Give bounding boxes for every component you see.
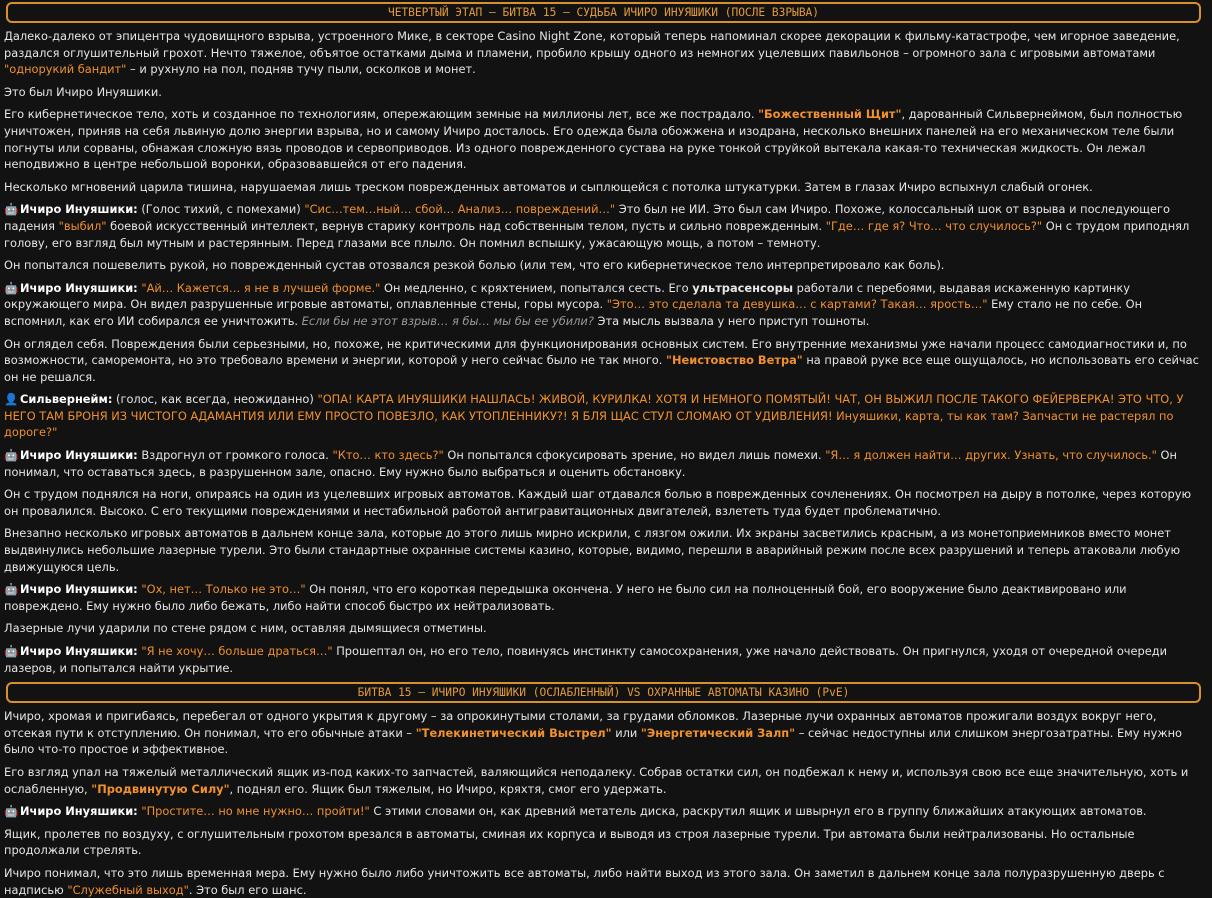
dialogue-paragraph <box>4 391 1207 441</box>
text-run: Ичиро понимал, что это лишь временная мера. Ему нужно было либо уничтожить все автоматы, либо найти выход из этого зала. Он заметил в дальнем конце зала полуразрушенную дверь с надписью <box>4 865 1165 897</box>
speaker-name: Ичиро Инуяшики: <box>16 202 138 217</box>
story-paragraph <box>4 620 1207 637</box>
robot-icon: 🤖 <box>4 804 19 819</box>
text-run: Он оглядел себя. Повреждения были серьезными, но, похоже, не критическими для функционирования основных систем. Его внутренние механизмы уже начали процесс самодиагностики и, по возможности, саморемонта, но это требовало времени и энергии, которой у него сейчас было не так много. <box>4 336 1187 368</box>
speaker-name: Ичиро Инуяшики: <box>16 804 138 819</box>
text-run: на правой руке все еще ощущалось, но использовать его сейчас он не решался. <box>4 353 1199 384</box>
highlighted-quote: "выбил" <box>58 218 107 233</box>
text-run: Далеко-далеко от эпицентра чудовищного взрыва, устроенного Мике, в секторе Casino Night Zone, который теперь напоминал скорее декорации к фильму-катастрофе, чем игорное заведение, раздался оглушительный грохот. Нечто тяжелое, объятое остатками дыма и пламени, пробило крышу одного из немногих уцелевших павильонов – огромного зала с игровыми автоматами <box>4 29 1180 60</box>
text-run: Ящик, пролетев по воздуху, с оглушительным грохотом врезался в автоматы, сминая их корпуса и выводя из строя лазерные турели. Три автомата были нейтрализованы. Но остальные продолжали стрелять. <box>4 826 1135 858</box>
story-paragraph <box>4 336 1207 386</box>
dialogue-paragraph <box>4 447 1207 480</box>
text-run: – и рухнуло на пол, подняв тучу пыли, осколков и монет. <box>126 62 476 77</box>
highlighted-quote: "Божественный Щит" <box>758 107 902 122</box>
text-run: Его кибернетическое тело, хоть и созданное по технологиям, опережающим земные на миллионы лет, все же пострадало. <box>4 107 759 122</box>
robot-icon: 🤖 <box>4 582 19 597</box>
robot-icon: 🤖 <box>4 644 19 658</box>
text-run: Вздрогнул от громкого голоса. <box>137 448 333 463</box>
dialogue-paragraph <box>4 201 1207 251</box>
dialogue-paragraph <box>4 581 1207 614</box>
highlighted-quote: "Неистовство Ветра" <box>666 353 803 368</box>
highlighted-quote: "Служебный выход" <box>67 882 189 897</box>
stage-banner: ЧЕТВЕРТЫЙ ЭТАП – БИТВА 15 – СУДЬБА ИЧИРО ИНУЯШИКИ (ПОСЛЕ ВЗРЫВА) <box>6 2 1201 23</box>
text-run: работали с перебоями, выдавая искаженную картинку окружающего мира. Он видел разрушенные игровые автоматы, оплавленные стены, горы мусора. <box>4 280 1131 312</box>
highlighted-quote: "Я не хочу… больше драться…" <box>141 644 333 658</box>
highlighted-quote: "Ай… Кажется… я не в лучшей форме." <box>141 280 381 295</box>
bold-term: ультрасенсоры <box>692 280 794 295</box>
person-icon: 👤 <box>4 392 19 407</box>
text-run: Эта мысль вызвала у него приступ тошноты. <box>593 313 870 328</box>
story-paragraph <box>4 708 1207 758</box>
text-run: Это был не ИИ. Это был сам Ичиро. Похоже, колоссальный шок от взрыва и последующего падения <box>4 202 1170 233</box>
story-paragraph <box>4 826 1207 859</box>
text-run: Он медленно, с кряхтением, попытался сесть. Его <box>380 280 693 295</box>
text-run: Его взгляд упал на тяжелый металлический ящик из-под каких-то запчастей, валяющийся неподалеку. Собрав остатки сил, он подбежал к нему и, используя свою все еще значительную, хоть и ослабленную, <box>4 764 1189 796</box>
text-run: Лазерные лучи ударили по стене рядом с ним, оставляя дымящиеся отметины. <box>4 621 487 636</box>
text-run: боевой искусственный интеллект, вернув старику контроль над собственным телом, пусть и сильно поврежденным. <box>106 218 826 233</box>
highlighted-quote: "Сис…тем…ный… сбой… Анализ… повреждений…" <box>304 202 616 217</box>
highlighted-quote: "Это… это сделала та девушка… с картами? Такая… ярость…" <box>606 297 988 312</box>
story-paragraph <box>4 257 1207 274</box>
story-paragraph <box>4 28 1207 78</box>
inner-thought: Если бы не этот взрыв… я бы… мы бы ее убили? <box>301 313 594 328</box>
highlighted-quote: "ОПА! КАРТА ИНУЯШИКИ НАШЛАСЬ! ЖИВОЙ, КУРИЛКА! ХОТЯ И НЕМНОГО ПОМЯТЫЙ! ЧАТ, ОН ВЫЖИЛ ПОСЛЕ ТАКОГО ФЕЙЕРВЕРКА! ЭТО ЧТО, У НЕГО ТАМ БРОНЯ ИЗ ЧИСТОГО АДАМАНТИЯ ИЛИ ЕМУ ПРОСТО ПОВЕЗЛО, КАК УТОПЛЕННИКУ?! Я БЛЯ ЩАС СТУЛ СЛОМАЮ ОТ УДИВЛЕНИЯ! Инуяшики, карта, ты как там? Запчасти не растерял по дороге?" <box>4 392 1184 440</box>
text-run: или <box>611 725 641 740</box>
text-run: Это был Ичиро Инуяшики. <box>4 84 162 99</box>
text-run: Внезапно несколько игровых автоматов в дальнем конце зала, которые до этого лишь мирно искрили, с лязгом ожили. Их экраны засветились красным, а из монетоприемников вместо монет выдвинулись небольшие лазерные турели. Это были стандартные охранные системы казино, которые, видимо, перешли в аварийный режим после всех разрушений и теперь атаковали любую движущуюся цель. <box>4 526 1181 574</box>
highlighted-quote: "Ох, нет… Только не это…" <box>141 582 306 597</box>
highlighted-quote: "Продвинутую Силу" <box>91 781 230 796</box>
speaker-name: Ичиро Инуяшики: <box>16 280 138 295</box>
text-run: – сейчас недоступны или слишком энергозатратны. Ему нужно было что-то простое и эффективное. <box>4 725 1183 757</box>
text-run: Он попытался пошевелить рукой, но поврежденный сустав отозвался резкой болью (или тем, что его кибернетическое тело интерпретировало как боль). <box>4 258 945 273</box>
robot-icon: 🤖 <box>4 280 19 295</box>
robot-icon: 🤖 <box>4 448 19 463</box>
highlighted-quote: "Простите… но мне нужно… пройти!" <box>141 804 370 819</box>
text-run: (Голос тихий, с помехами) <box>137 202 305 217</box>
text-run: Он с трудом приподнял голову, его взгляд был мутным и растерянным. Перед глазами все плыло. Он помнил вспышку, ужасающую мощь, а потом – темноту. <box>4 218 1190 250</box>
text-run: , поднял его. Ящик был тяжелым, но Ичиро, кряхтя, смог его удержать. <box>229 781 667 796</box>
speaker-name: Ичиро Инуяшики: <box>16 644 138 658</box>
story-paragraph <box>4 865 1207 898</box>
robot-icon: 🤖 <box>4 202 19 217</box>
story-paragraph <box>4 486 1207 519</box>
highlighted-quote: "Кто… кто здесь?" <box>332 448 444 463</box>
dialogue-paragraph <box>4 643 1207 676</box>
story-paragraph <box>4 764 1207 797</box>
highlighted-quote: "Где… где я? Что… что случилось?" <box>825 218 1043 233</box>
text-run: (голос, как всегда, неожиданно) <box>112 392 318 407</box>
text-run: Он с трудом поднялся на ноги, опираясь на один из уцелевших игровых автоматов. Каждый шаг отдавался болью в поврежденных сочленениях. Он посмотрел на дыру в потолке, через которую он провалился. Высоко. С его текущими повреждениями и нестабильной работой антигравитационных двигателей, взлететь туда будет проблематично. <box>4 487 1192 518</box>
highlighted-quote: "Телекинетический Выстрел" <box>415 725 612 740</box>
dialogue-paragraph <box>4 280 1207 330</box>
text-run: С этими словами он, как древний метатель диска, раскрутил ящик и швырнул его в группу ближайших атакующих автоматов. <box>369 804 1147 819</box>
text-run: , дарованный Сильвернеймом, был полностью уничтожен, приняв на себя львиную долю энергии взрыва, но и самому Ичиро досталось. Его одежда была обожжена и изодрана, несколько внешних панелей на его механическом теле были погнуты или сорваны, обнажая сложную вязь проводов и сервоприводов. Из одного поврежденного сустава на руке тонкой струйкой вытекала какая-то техническая жидкость. Он лежал неподвижно в центре небольшой воронки, образовавшейся от его падения. <box>4 107 1183 172</box>
text-run: Прошептал он, но его тело, повинуясь инстинкту самосохранения, уже начало действовать. Он пригнулся, уходя от очередной очереди лазеров, и попытался найти укрытие. <box>4 644 1168 675</box>
story-paragraph <box>4 525 1207 575</box>
story-paragraph <box>4 84 1207 101</box>
highlighted-quote: "Я… я должен найти… других. Узнать, что случилось." <box>825 448 1157 463</box>
text-run: Он понял, что его короткая передышка окончена. У него не было сил на полноценный бой, его вооружение было деактивировано или повреждено. Ему нужно было либо бежать, либо найти способ быстро их нейтрализовать. <box>4 582 1127 613</box>
story-paragraph <box>4 106 1207 172</box>
speaker-name: Сильвернейм: <box>16 392 113 407</box>
text-run: Ему стало не по себе. Он вспомнил, как его ИИ собирался ее уничтожить. <box>4 297 1143 328</box>
speaker-name: Ичиро Инуяшики: <box>16 582 138 597</box>
speaker-name: Ичиро Инуяшики: <box>16 448 138 463</box>
text-run: . Это был его шанс. <box>188 882 307 897</box>
text-run: Ичиро, хромая и пригибаясь, перебегал от одного укрытия к другому – за опрокинутыми столами, за грудами обломков. Лазерные лучи охранных автоматов прожигали воздух вокруг него, отсекая пути к отступлению. Он понимал, что его обычные атаки – <box>4 709 1157 740</box>
dialogue-paragraph <box>4 803 1207 820</box>
text-run: Несколько мгновений царила тишина, нарушаемая лишь треском поврежденных автоматов и сыплющейся с потолка штукатурки. Затем в глазах Ичиро вспыхнул слабый огонек. <box>4 179 1093 194</box>
highlighted-quote: "Энергетический Залп" <box>640 725 796 740</box>
text-run: Он понимал, что оставаться здесь, в разрушенном зале, опасно. Ему нужно было выбраться и оценить обстановку. <box>4 448 1177 479</box>
story-paragraph <box>4 179 1207 196</box>
highlighted-quote: "однорукий бандит" <box>4 62 127 77</box>
battle-banner: БИТВА 15 – ИЧИРО ИНУЯШИКИ (ОСЛАБЛЕННЫЙ) VS ОХРАННЫЕ АВТОМАТЫ КАЗИНО (PvE) <box>6 682 1201 703</box>
text-run: Он попытался сфокусировать зрение, но видел лишь помехи. <box>443 448 826 463</box>
